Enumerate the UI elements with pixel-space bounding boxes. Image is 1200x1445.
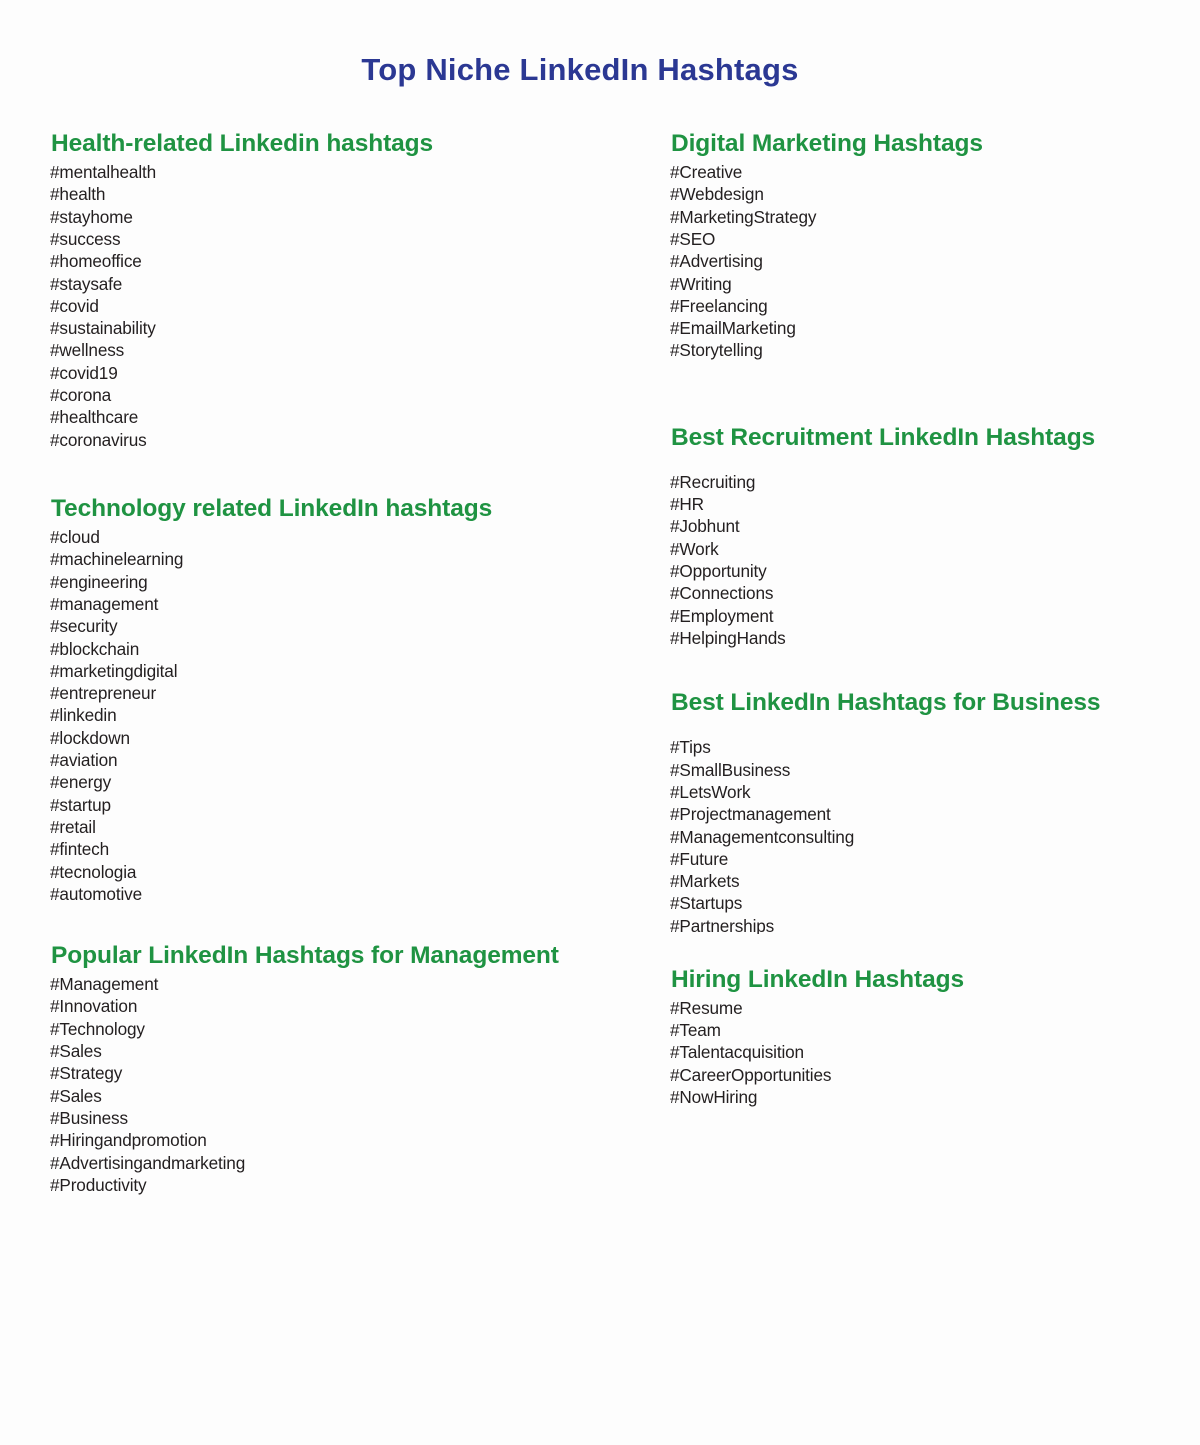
- tag-item[interactable]: #EmailMarketing: [670, 318, 796, 339]
- tag-item[interactable]: #health: [50, 184, 106, 205]
- tag-item[interactable]: #Sales: [50, 1041, 102, 1062]
- right-column: [670, 128, 1140, 1108]
- tag-item[interactable]: #Writing: [670, 273, 732, 294]
- tag-item[interactable]: #Hiringandpromotion: [50, 1130, 207, 1151]
- tag-item[interactable]: #security: [50, 616, 118, 637]
- tag-item[interactable]: #Recruiting: [670, 471, 756, 492]
- tag-item[interactable]: #Opportunity: [670, 561, 767, 582]
- tag-item[interactable]: #automotive: [50, 883, 142, 904]
- tag-item[interactable]: #management: [50, 593, 159, 614]
- section-heading-hiring: Hiring LinkedIn Hashtags: [671, 965, 964, 993]
- tag-item[interactable]: #Advertising: [670, 251, 763, 272]
- tag-item[interactable]: #fintech: [50, 839, 109, 860]
- section-heading-best-recruitment: Best Recruitment LinkedIn Hashtags: [671, 423, 1096, 451]
- tag-item[interactable]: #Webdesign: [670, 184, 764, 205]
- section-hiring: [670, 964, 1140, 1109]
- tag-item[interactable]: #blockchain: [50, 638, 140, 659]
- tag-item[interactable]: #mentalhealth: [50, 162, 157, 183]
- tag-item[interactable]: #machinelearning: [50, 549, 184, 570]
- tag-item[interactable]: #MarketingStrategy: [670, 206, 817, 227]
- tag-item[interactable]: #corona: [50, 385, 112, 406]
- tag-item[interactable]: #Advertisingandmarketing: [50, 1152, 246, 1173]
- spacer: [670, 720, 1140, 736]
- tag-item[interactable]: #Sales: [50, 1085, 102, 1106]
- tag-item[interactable]: #energy: [50, 772, 112, 793]
- tag-item[interactable]: #staysafe: [50, 273, 123, 294]
- tag-item[interactable]: #Work: [670, 538, 719, 559]
- tag-item[interactable]: #Business: [50, 1107, 128, 1128]
- tag-item[interactable]: #coronavirus: [50, 429, 147, 450]
- tag-list-popular-management: [50, 973, 630, 1196]
- tag-item[interactable]: #Employment: [670, 605, 774, 626]
- left-column: [50, 128, 630, 1196]
- section-heading-popular-management: Popular LinkedIn Hashtags for Management: [51, 942, 559, 970]
- tag-item[interactable]: #homeoffice: [50, 251, 142, 272]
- tag-list-best-business: [670, 736, 1140, 933]
- spacer: [50, 451, 630, 493]
- tag-item[interactable]: #Managementconsulting: [670, 826, 855, 847]
- tag-item[interactable]: #Innovation: [50, 996, 138, 1017]
- tag-item[interactable]: #tecnologia: [50, 861, 137, 882]
- tag-item[interactable]: #Tips: [670, 737, 711, 758]
- section-heading-technology-related: Technology related LinkedIn hashtags: [51, 494, 493, 522]
- tag-item[interactable]: #lockdown: [50, 727, 130, 748]
- tag-item[interactable]: #Future: [670, 848, 729, 869]
- tag-item[interactable]: #Strategy: [50, 1063, 123, 1084]
- tag-item[interactable]: #SEO: [670, 228, 716, 249]
- section-heading-digital-marketing: Digital Marketing Hashtags: [671, 130, 983, 157]
- tag-item[interactable]: #Team: [670, 1020, 721, 1041]
- tag-item[interactable]: #Talentacquisition: [670, 1042, 804, 1063]
- tag-item[interactable]: #sustainability: [50, 318, 156, 339]
- tag-item[interactable]: #CareerOpportunities: [670, 1064, 832, 1085]
- tag-item[interactable]: #HR: [670, 494, 704, 515]
- tag-list-health-related: [50, 161, 630, 451]
- tag-item[interactable]: #Productivity: [50, 1174, 147, 1195]
- spacer: [670, 649, 1140, 687]
- tag-item[interactable]: #entrepreneur: [50, 683, 157, 704]
- tag-item[interactable]: #Freelancing: [670, 295, 768, 316]
- section-heading-best-business: Best LinkedIn Hashtags for Business: [671, 689, 1101, 717]
- section-heading-health-related: Health-related Linkedin hashtags: [51, 130, 434, 157]
- page-title: Top Niche LinkedIn Hashtags: [361, 51, 799, 87]
- tag-item[interactable]: #wellness: [50, 340, 125, 361]
- tag-item[interactable]: #Jobhunt: [670, 516, 740, 537]
- section-digital-marketing: [670, 128, 1140, 362]
- tag-item[interactable]: #Partnerships: [670, 915, 775, 934]
- tag-item[interactable]: #Markets: [670, 871, 740, 892]
- section-health-related: [50, 128, 630, 451]
- tag-item[interactable]: #Projectmanagement: [670, 804, 831, 825]
- spacer: [670, 362, 1140, 422]
- section-technology-related: [50, 493, 630, 905]
- tag-item[interactable]: #aviation: [50, 750, 118, 771]
- tag-item[interactable]: #LetsWork: [670, 781, 751, 802]
- spacer: [670, 934, 1140, 964]
- tag-item[interactable]: #linkedin: [50, 705, 117, 726]
- tag-list-hiring: [670, 997, 1140, 1108]
- spacer: [670, 455, 1140, 471]
- tag-item[interactable]: #marketingdigital: [50, 660, 178, 681]
- tag-item[interactable]: #Technology: [50, 1018, 145, 1039]
- section-popular-management: [50, 940, 630, 1196]
- tag-item[interactable]: #Management: [50, 974, 159, 995]
- section-best-business: [670, 687, 1140, 933]
- spacer: [50, 905, 630, 940]
- tag-item[interactable]: #covid: [50, 295, 99, 316]
- tag-list-digital-marketing: [670, 161, 1140, 362]
- tag-item[interactable]: #Creative: [670, 162, 743, 183]
- section-best-recruitment: [670, 422, 1140, 649]
- tag-item[interactable]: #HelpingHands: [670, 627, 786, 648]
- tag-item[interactable]: #healthcare: [50, 407, 139, 428]
- tag-list-best-recruitment: [670, 471, 1140, 649]
- tag-list-technology-related: [50, 526, 630, 905]
- tag-item[interactable]: #engineering: [50, 571, 148, 592]
- tag-item[interactable]: #Startups: [670, 893, 743, 914]
- tag-item[interactable]: #Connections: [670, 583, 774, 604]
- tag-item[interactable]: #cloud: [50, 527, 100, 548]
- tag-item[interactable]: #Storytelling: [670, 340, 763, 361]
- tag-item[interactable]: #success: [50, 228, 121, 249]
- tag-item[interactable]: #Resume: [670, 997, 743, 1018]
- tag-item[interactable]: #startup: [50, 794, 111, 815]
- tag-item[interactable]: #stayhome: [50, 206, 133, 227]
- tag-item[interactable]: #covid19: [50, 362, 118, 383]
- tag-item[interactable]: #NowHiring: [670, 1086, 758, 1107]
- tag-item[interactable]: #SmallBusiness: [670, 759, 791, 780]
- tag-item[interactable]: #retail: [50, 816, 96, 837]
